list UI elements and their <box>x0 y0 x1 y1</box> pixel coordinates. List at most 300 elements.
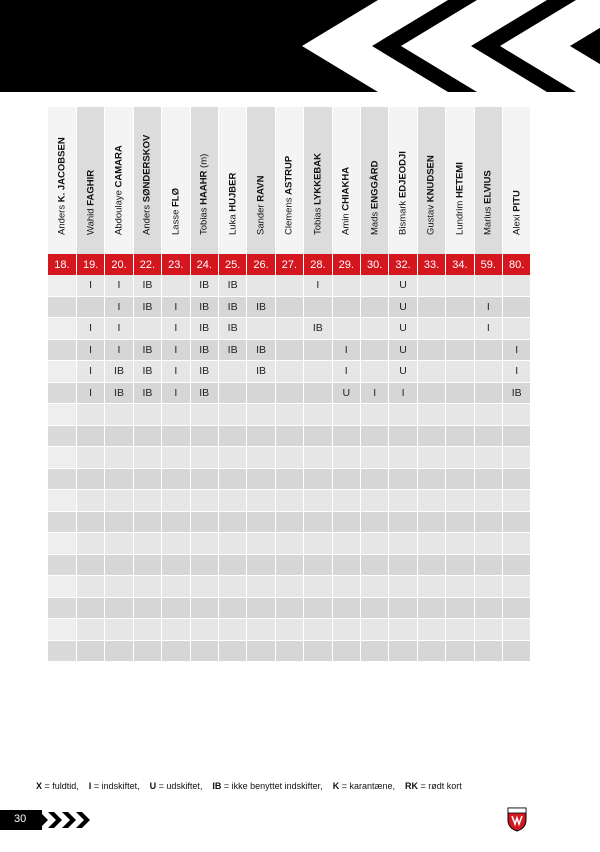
match-cell <box>190 490 218 512</box>
player-first-name: Wahid <box>85 205 97 235</box>
match-cell <box>446 425 474 447</box>
match-cell: IB <box>133 275 161 296</box>
player-last-name: EDJEODJI <box>397 151 409 199</box>
match-cell: U <box>389 296 417 318</box>
match-cell: IB <box>133 339 161 361</box>
match-cell <box>76 490 104 512</box>
legend-text: = ikke benyttet indskifter, <box>221 781 323 791</box>
player-last-name: HETEMI <box>454 162 466 199</box>
player-last-name: K. JACOBSEN <box>56 137 68 203</box>
legend-key: K <box>332 781 340 791</box>
match-cell <box>446 339 474 361</box>
player-name <box>284 156 295 235</box>
match-row <box>48 554 531 576</box>
match-cell: I <box>105 296 133 318</box>
match-cell <box>304 490 332 512</box>
match-cell <box>48 576 76 598</box>
match-cell <box>332 404 360 426</box>
match-row <box>48 318 531 340</box>
match-cell <box>304 640 332 662</box>
match-cell <box>76 447 104 469</box>
match-cell <box>304 576 332 598</box>
match-cell <box>162 425 190 447</box>
match-row <box>48 533 531 555</box>
match-cell <box>332 468 360 490</box>
player-name-header <box>474 107 502 254</box>
match-cell <box>360 275 388 296</box>
match-cell <box>446 296 474 318</box>
match-cell <box>389 404 417 426</box>
match-cell <box>417 468 445 490</box>
match-cell <box>48 296 76 318</box>
match-cell <box>247 468 275 490</box>
match-cell <box>503 425 531 447</box>
match-cell <box>474 404 502 426</box>
player-name-header <box>360 107 388 254</box>
match-cell <box>247 275 275 296</box>
legend-item <box>212 781 322 791</box>
match-cell <box>304 554 332 576</box>
match-cell <box>389 447 417 469</box>
match-cell <box>218 382 246 404</box>
match-cell <box>332 447 360 469</box>
match-cell <box>417 318 445 340</box>
match-cell <box>304 447 332 469</box>
match-cell <box>417 533 445 555</box>
match-cell <box>503 318 531 340</box>
legend-item <box>405 781 462 791</box>
match-cell <box>304 296 332 318</box>
player-first-name: Mads <box>369 209 381 235</box>
player-name <box>199 154 210 235</box>
match-cell <box>76 640 104 662</box>
match-cell <box>360 597 388 619</box>
player-first-name: Abdoulaye <box>113 187 125 235</box>
match-cell: I <box>162 382 190 404</box>
match-cell <box>446 275 474 296</box>
match-cell: I <box>76 382 104 404</box>
match-cell <box>360 447 388 469</box>
match-cell <box>417 640 445 662</box>
match-cell <box>76 511 104 533</box>
match-cell <box>446 404 474 426</box>
player-name-header <box>218 107 246 254</box>
match-cell: IB <box>190 361 218 383</box>
match-cell <box>105 511 133 533</box>
player-name-header <box>503 107 531 254</box>
match-row <box>48 339 531 361</box>
match-cell <box>133 619 161 641</box>
match-cell <box>190 533 218 555</box>
match-cell <box>275 511 303 533</box>
match-cell <box>190 425 218 447</box>
player-last-name: HAAHR <box>198 170 210 205</box>
legend-key: X <box>36 781 43 791</box>
match-cell <box>389 554 417 576</box>
match-cell <box>162 619 190 641</box>
match-cell: IB <box>190 382 218 404</box>
match-cell <box>417 597 445 619</box>
match-cell <box>218 490 246 512</box>
player-number-row <box>48 254 531 275</box>
match-cell <box>105 490 133 512</box>
match-row <box>48 404 531 426</box>
match-cell <box>304 619 332 641</box>
match-cell <box>162 597 190 619</box>
match-cell <box>275 296 303 318</box>
match-cell <box>474 511 502 533</box>
match-cell: I <box>162 318 190 340</box>
match-cell <box>218 554 246 576</box>
legend-item <box>150 781 203 791</box>
match-cell <box>190 597 218 619</box>
match-cell <box>304 361 332 383</box>
match-cell <box>105 447 133 469</box>
match-cell <box>446 597 474 619</box>
player-number: 34. <box>446 254 474 275</box>
match-cell <box>474 490 502 512</box>
match-cell <box>48 404 76 426</box>
player-first-name: Anders <box>56 202 68 235</box>
match-cell: I <box>105 339 133 361</box>
match-cell <box>48 490 76 512</box>
match-cell <box>446 554 474 576</box>
legend-text: = rødt kort <box>417 781 462 791</box>
match-cell <box>190 511 218 533</box>
match-cell: IB <box>218 296 246 318</box>
match-cell: I <box>76 275 104 296</box>
player-first-name: Lasse <box>170 207 182 235</box>
match-cell <box>446 619 474 641</box>
match-cell <box>417 404 445 426</box>
match-cell <box>304 597 332 619</box>
match-cell <box>389 425 417 447</box>
match-cell <box>446 640 474 662</box>
match-cell: U <box>389 318 417 340</box>
match-cell <box>503 576 531 598</box>
match-cell <box>218 404 246 426</box>
chevron-arrows-icon <box>34 810 98 830</box>
match-cell <box>360 339 388 361</box>
match-cell <box>247 490 275 512</box>
match-cell <box>105 576 133 598</box>
match-cell <box>162 640 190 662</box>
match-cell: U <box>389 361 417 383</box>
match-cell <box>474 640 502 662</box>
match-cell <box>76 554 104 576</box>
match-cell <box>360 361 388 383</box>
match-cell <box>275 619 303 641</box>
player-last-name: PITU <box>511 190 523 212</box>
player-name-header <box>48 107 76 254</box>
legend-text: = karantæne, <box>339 781 395 791</box>
match-row <box>48 490 531 512</box>
match-cell <box>247 425 275 447</box>
match-cell: IB <box>218 318 246 340</box>
match-cell <box>360 619 388 641</box>
match-cell <box>275 361 303 383</box>
match-cell <box>133 318 161 340</box>
player-suffix: (m) <box>198 153 210 171</box>
match-cell: I <box>162 296 190 318</box>
match-cell: IB <box>105 382 133 404</box>
player-number: 59. <box>474 254 502 275</box>
match-cell <box>76 619 104 641</box>
match-cell <box>275 382 303 404</box>
match-cell <box>48 275 76 296</box>
match-cell <box>360 318 388 340</box>
legend-item <box>333 781 395 791</box>
match-cell <box>162 404 190 426</box>
match-cell: IB <box>133 296 161 318</box>
match-cell: IB <box>190 318 218 340</box>
match-cell <box>503 533 531 555</box>
header-band <box>0 0 600 92</box>
match-cell <box>332 619 360 641</box>
match-cell <box>162 275 190 296</box>
legend-text: = fuldtid, <box>42 781 79 791</box>
match-cell <box>446 447 474 469</box>
match-cell <box>162 533 190 555</box>
match-cell <box>389 533 417 555</box>
match-cell <box>474 468 502 490</box>
match-cell: I <box>76 318 104 340</box>
match-cell: I <box>162 361 190 383</box>
match-cell: U <box>389 339 417 361</box>
player-first-name: Marius <box>482 203 494 235</box>
match-cell: I <box>332 361 360 383</box>
match-cell: IB <box>190 339 218 361</box>
match-cell <box>446 382 474 404</box>
match-cell <box>48 468 76 490</box>
match-cell <box>474 554 502 576</box>
player-number: 29. <box>332 254 360 275</box>
match-cell <box>474 619 502 641</box>
match-cell <box>332 576 360 598</box>
player-number: 20. <box>105 254 133 275</box>
match-cell: IB <box>247 361 275 383</box>
match-cell <box>218 576 246 598</box>
match-cell <box>417 361 445 383</box>
match-cell <box>133 640 161 662</box>
match-cell: I <box>105 275 133 296</box>
match-cell <box>76 597 104 619</box>
match-cell <box>48 318 76 340</box>
match-cell <box>218 511 246 533</box>
player-number: 22. <box>133 254 161 275</box>
match-cell <box>133 533 161 555</box>
player-name-header <box>417 107 445 254</box>
player-name <box>369 161 380 235</box>
match-cell <box>76 468 104 490</box>
match-cell <box>133 468 161 490</box>
match-cell <box>275 554 303 576</box>
match-cell <box>360 425 388 447</box>
match-row <box>48 619 531 641</box>
match-cell <box>218 619 246 641</box>
match-cell: IB <box>105 361 133 383</box>
player-name <box>483 170 494 235</box>
club-crest-icon <box>506 806 528 832</box>
match-cell <box>275 339 303 361</box>
match-cell <box>304 533 332 555</box>
match-cell <box>474 447 502 469</box>
match-cell <box>133 425 161 447</box>
match-cell <box>190 619 218 641</box>
match-cell <box>389 511 417 533</box>
match-cell <box>275 468 303 490</box>
player-stats-table <box>48 107 531 662</box>
player-name <box>341 167 352 235</box>
match-cell <box>417 339 445 361</box>
player-name-header <box>105 107 133 254</box>
match-cell <box>389 640 417 662</box>
match-cell <box>275 275 303 296</box>
match-cell <box>503 511 531 533</box>
match-cell <box>332 597 360 619</box>
player-name <box>256 176 267 236</box>
match-cell <box>417 511 445 533</box>
match-cell <box>304 404 332 426</box>
player-last-name: ELVIUS <box>482 170 494 204</box>
match-cell: I <box>332 339 360 361</box>
match-cell <box>360 576 388 598</box>
match-row <box>48 447 531 469</box>
match-cell: I <box>503 339 531 361</box>
match-cell <box>162 490 190 512</box>
match-cell <box>417 425 445 447</box>
match-cell <box>446 490 474 512</box>
player-number: 32. <box>389 254 417 275</box>
player-last-name: KNUDSEN <box>425 155 437 203</box>
player-name <box>426 155 437 235</box>
match-cell <box>162 468 190 490</box>
match-cell <box>446 361 474 383</box>
player-number: 33. <box>417 254 445 275</box>
player-name <box>454 162 465 235</box>
match-cell <box>275 490 303 512</box>
match-row <box>48 576 531 598</box>
match-cell <box>48 361 76 383</box>
match-cell <box>133 576 161 598</box>
match-cell <box>503 447 531 469</box>
match-cell <box>133 404 161 426</box>
match-cell <box>275 576 303 598</box>
match-cell <box>503 404 531 426</box>
match-cell <box>417 554 445 576</box>
match-cell <box>76 296 104 318</box>
match-cell <box>162 554 190 576</box>
match-cell <box>48 511 76 533</box>
player-number: 18. <box>48 254 76 275</box>
player-last-name: CAMARA <box>113 145 125 188</box>
match-cell: I <box>76 339 104 361</box>
match-cell: IB <box>133 382 161 404</box>
player-name-header <box>76 107 104 254</box>
match-cell <box>105 597 133 619</box>
match-cell <box>105 468 133 490</box>
match-cell <box>48 382 76 404</box>
player-name <box>170 188 181 235</box>
match-cell <box>332 554 360 576</box>
match-cell <box>275 404 303 426</box>
match-cell <box>474 275 502 296</box>
match-cell <box>190 404 218 426</box>
match-row <box>48 382 531 404</box>
player-name <box>398 151 409 235</box>
player-name-header <box>190 107 218 254</box>
match-cell <box>304 382 332 404</box>
match-cell <box>76 533 104 555</box>
match-cell <box>417 490 445 512</box>
match-cell: I <box>304 275 332 296</box>
legend <box>36 781 472 791</box>
match-cell <box>76 576 104 598</box>
match-cell <box>275 597 303 619</box>
match-cell <box>48 425 76 447</box>
match-row <box>48 640 531 662</box>
player-number: 26. <box>247 254 275 275</box>
match-cell: IB <box>190 296 218 318</box>
player-last-name: ASTRUP <box>283 155 295 195</box>
player-name-header <box>275 107 303 254</box>
match-cell <box>218 597 246 619</box>
player-first-name: Amin <box>340 210 352 235</box>
match-cell <box>304 468 332 490</box>
match-cell <box>332 490 360 512</box>
match-cell <box>247 511 275 533</box>
match-cell <box>247 640 275 662</box>
player-name <box>227 173 238 235</box>
match-cell <box>446 318 474 340</box>
player-name-header <box>133 107 161 254</box>
match-cell <box>503 554 531 576</box>
match-cell <box>218 640 246 662</box>
match-row <box>48 361 531 383</box>
match-cell <box>446 533 474 555</box>
player-name-header <box>304 107 332 254</box>
match-cell <box>105 404 133 426</box>
match-row <box>48 468 531 490</box>
player-first-name: Sander <box>255 201 267 235</box>
match-cell <box>389 597 417 619</box>
match-cell <box>389 490 417 512</box>
match-cell <box>105 640 133 662</box>
match-row <box>48 511 531 533</box>
player-last-name: SØNDERSKOV <box>141 134 153 203</box>
player-name <box>511 190 522 235</box>
player-number: 19. <box>76 254 104 275</box>
match-cell <box>446 511 474 533</box>
player-name-header <box>162 107 190 254</box>
player-name <box>114 145 125 235</box>
match-cell <box>162 511 190 533</box>
player-name-header <box>332 107 360 254</box>
match-cell <box>275 425 303 447</box>
match-cell <box>218 468 246 490</box>
match-cell <box>503 640 531 662</box>
player-number: 80. <box>503 254 531 275</box>
match-cell <box>417 382 445 404</box>
player-last-name: FLØ <box>170 188 182 207</box>
match-row <box>48 296 531 318</box>
match-cell <box>105 533 133 555</box>
match-cell <box>247 533 275 555</box>
match-cell <box>133 490 161 512</box>
match-cell <box>389 576 417 598</box>
match-cell <box>417 576 445 598</box>
player-name <box>312 153 323 235</box>
